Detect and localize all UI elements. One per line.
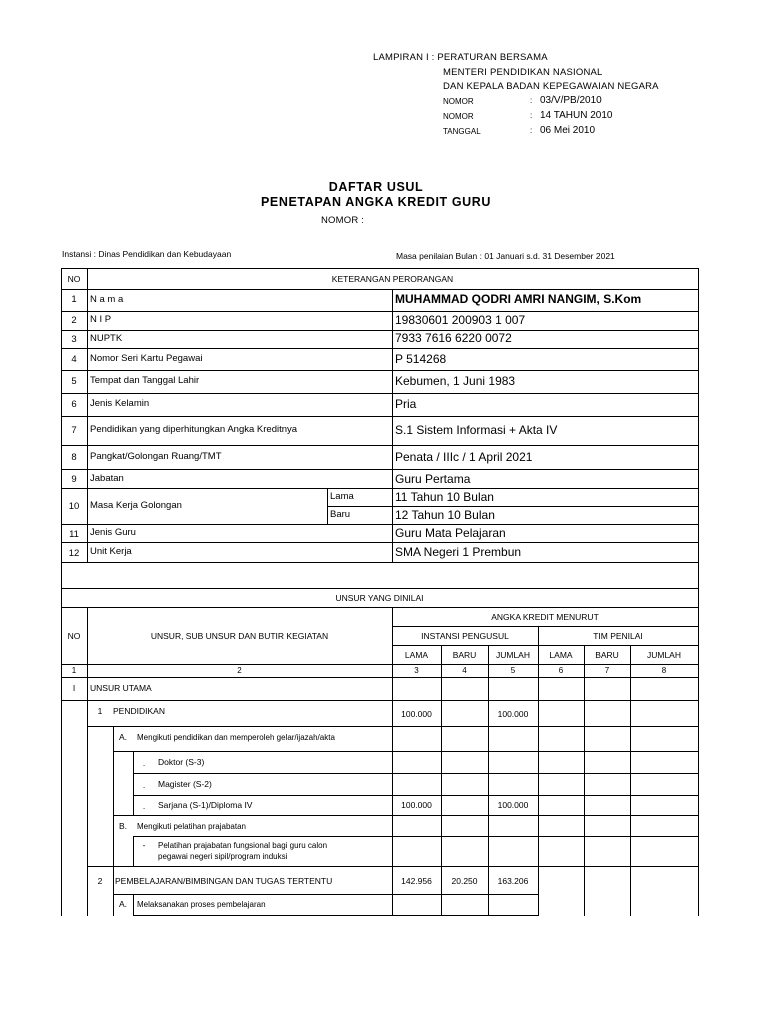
row-5-label: Tempat dan Tanggal Lahir (90, 375, 200, 386)
colnum-8: 8 (661, 666, 667, 675)
unsur-title: UNSUR YANG DINILAI (335, 593, 424, 603)
nomor-value-1: 03/V/PB/2010 (540, 95, 602, 106)
pembelajaran-no: 2 (97, 876, 103, 886)
pendidikan-lama: 100.000 (401, 709, 432, 719)
tim-penilai-header: TIM PENILAI (593, 631, 643, 641)
row-4-no: 4 (71, 354, 77, 365)
row-2-label: N I P (90, 314, 112, 325)
row-1-label: N a m a (90, 294, 124, 305)
col-no-header: NO (67, 274, 81, 284)
sub-b-letter: B. (118, 821, 128, 831)
nomor-sep-1: : (530, 96, 533, 105)
col-keterangan-header: KETERANGAN PERORANGAN (331, 274, 454, 284)
tanggal-value: 06 Mei 2010 (540, 125, 596, 136)
row-3-value: 7933 7616 6220 0072 (395, 331, 512, 345)
row-10-label: Masa Kerja Golongan (90, 500, 182, 511)
magister-label: Magister (S-2) (158, 779, 212, 789)
row-7-value: S.1 Sistem Informasi + Akta IV (395, 423, 558, 437)
unsur-col-no: NO (67, 631, 81, 641)
pembelajaran-label: PEMBELAJARAN/BIMBINGAN DAN TUGAS TERTENTU (115, 876, 333, 886)
sub-a-label: Mengikuti pendidikan dan memperoleh gelar/ijazah/akta (137, 733, 335, 742)
colnum-1: 1 (71, 666, 77, 675)
row-6-no: 6 (71, 399, 77, 410)
row-3-no: 3 (71, 334, 77, 345)
colnum-6: 6 (558, 666, 564, 675)
colnum-7: 7 (604, 666, 610, 675)
nomor-sep-2: : (530, 111, 533, 120)
row-1-value: MUHAMMAD QODRI AMRI NANGIM, S.Kom (395, 292, 642, 306)
row-11-value: Guru Mata Pelajaran (395, 526, 506, 540)
row-6-value: Pria (395, 397, 417, 411)
pembelajaran-baru: 20.250 (451, 876, 478, 886)
nomor-label-2: NOMOR (443, 112, 474, 121)
subcol-jumlah-1: JUMLAH (495, 650, 530, 660)
doktor-bullet: . (142, 758, 146, 768)
pemb-sub-a-label: Melaksanakan proses pembelajaran (137, 900, 266, 909)
pendidikan-jumlah: 100.000 (497, 709, 529, 719)
row-8-label: Pangkat/Golongan Ruang/TMT (90, 451, 222, 462)
regulation-line-2: MENTERI PENDIDIKAN NASIONAL (443, 67, 603, 78)
row-2-value: 19830601 200903 1 007 (395, 313, 526, 327)
row-2-no: 2 (71, 315, 77, 326)
ak-header: ANGKA KREDIT MENURUT (491, 612, 599, 622)
title-line-1: DAFTAR USUL (328, 180, 424, 194)
pembelajaran-lama: 142.956 (401, 876, 432, 886)
sarjana-label: Sarjana (S-1)/Diploma IV (158, 800, 253, 810)
subcol-lama-1: LAMA (404, 650, 429, 660)
sarjana-jumlah: 100.000 (497, 800, 529, 810)
pendidikan-label: PENDIDIKAN (113, 706, 165, 716)
row-9-no: 9 (71, 474, 77, 485)
subcol-jumlah-2: JUMLAH (646, 650, 681, 660)
row-10-sub-baru: Baru (330, 509, 351, 520)
colnum-2: 2 (237, 666, 242, 675)
colnum-5: 5 (510, 666, 516, 675)
row-11-label: Jenis Guru (90, 527, 136, 538)
doktor-label: Doktor (S-3) (158, 757, 205, 767)
pelatihan-line-2: pegawai negeri sipil/program induksi (158, 852, 288, 861)
row-5-no: 5 (71, 376, 77, 387)
colnum-3: 3 (414, 666, 419, 675)
row-10-no: 10 (68, 501, 80, 512)
row-7-no: 7 (71, 425, 77, 436)
magister-bullet: . (142, 780, 146, 790)
pemb-sub-a-letter: A. (118, 899, 128, 909)
title-line-2: PENETAPAN ANGKA KREDIT GURU (260, 195, 492, 209)
subcol-baru-2: BARU (595, 650, 619, 660)
row-10-value-baru: 12 Tahun 10 Bulan (395, 508, 495, 522)
tanggal-sep: : (530, 126, 533, 135)
row-9-value: Guru Pertama (395, 472, 471, 486)
row-12-label: Unit Kerja (90, 546, 132, 557)
row-10-sub-lama: Lama (330, 491, 354, 502)
row-5-value: Kebumen, 1 Juni 1983 (395, 374, 516, 388)
row-12-no: 12 (68, 548, 80, 559)
row-8-value: Penata / IIIc / 1 April 2021 (395, 450, 533, 464)
sarjana-bullet: . (142, 801, 146, 811)
subcol-baru-1: BARU (452, 650, 477, 660)
row-4-value: P 514268 (395, 352, 447, 366)
pembelajaran-jumlah: 163.206 (497, 876, 529, 886)
unsur-utama-no: I (72, 683, 76, 693)
regulation-line-3: DAN KEPALA BADAN KEPEGAWAIAN NEGARA (443, 81, 659, 92)
sarjana-lama: 100.000 (401, 800, 432, 810)
instansi-label: Instansi : Dinas Pendidikan dan Kebudayaan (62, 249, 232, 259)
pelatihan-bullet: - (142, 840, 146, 850)
title-nomor: NOMOR : (321, 215, 365, 226)
row-3-label: NUPTK (90, 333, 123, 344)
row-6-label: Jenis Kelamin (90, 398, 150, 409)
sub-b-label: Mengikuti pelatihan prajabatan (137, 822, 246, 831)
colnum-4: 4 (462, 666, 467, 675)
masa-penilaian: Masa penilaian Bulan : 01 Januari s.d. 31 Desember 2021 (396, 251, 615, 261)
sub-a-letter: A. (118, 732, 128, 742)
nomor-label-1: NOMOR (443, 97, 474, 106)
row-11-no: 11 (69, 529, 79, 540)
row-8-no: 8 (71, 452, 77, 463)
row-12-value: SMA Negeri 1 Prembun (395, 545, 522, 559)
subcol-lama-2: LAMA (549, 650, 573, 660)
instansi-pengusul-header: INSTANSI PENGUSUL (421, 631, 509, 641)
pelatihan-line-1: Pelatihan prajabatan fungsional bagi guru calon (158, 841, 328, 850)
row-1-no: 1 (71, 294, 77, 305)
row-10-value-lama: 11 Tahun 10 Bulan (395, 490, 494, 504)
pendidikan-no: 1 (97, 706, 103, 716)
row-7-label: Pendidikan yang diperhitungkan Angka Kreditnya (90, 424, 298, 435)
row-9-label: Jabatan (90, 473, 124, 484)
nomor-value-2: 14 TAHUN 2010 (540, 110, 613, 121)
unsur-utama-label: UNSUR UTAMA (90, 683, 152, 693)
row-4-label: Nomor Seri Kartu Pegawai (90, 353, 203, 364)
lampiran-line: LAMPIRAN I : PERATURAN BERSAMA (373, 52, 548, 63)
tanggal-label: TANGGAL (443, 127, 481, 136)
unsur-col-unsur: UNSUR, SUB UNSUR DAN BUTIR KEGIATAN (150, 631, 329, 641)
